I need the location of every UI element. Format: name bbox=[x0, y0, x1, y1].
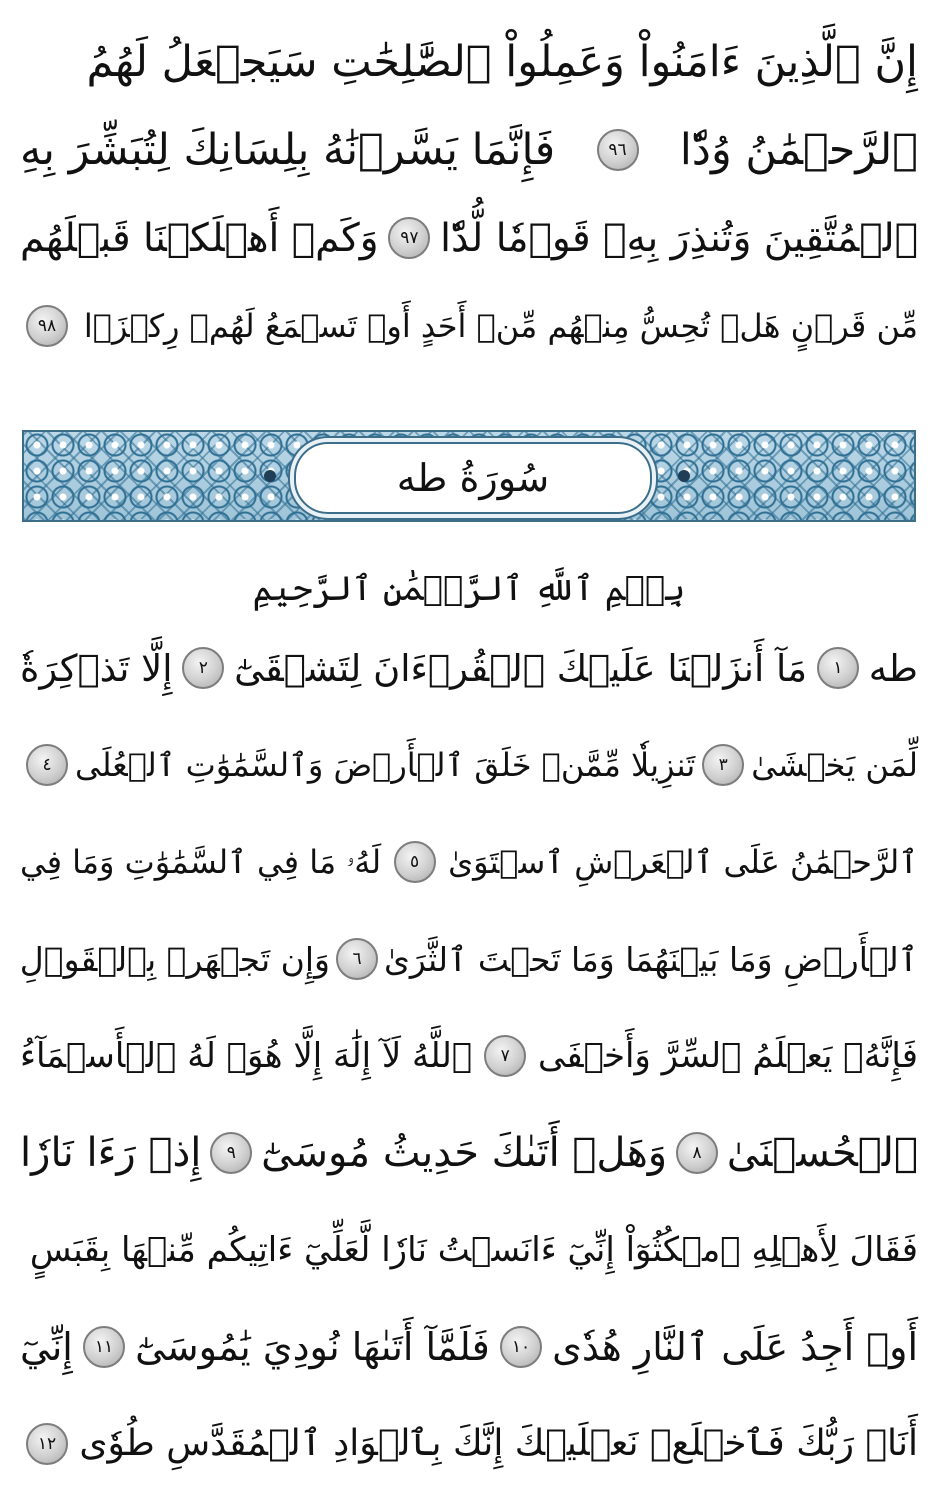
ayah-number-marker: ٥ bbox=[394, 841, 436, 883]
surah-title-cartouche bbox=[294, 442, 652, 514]
ornament-dot-left bbox=[264, 470, 276, 482]
ayah-number-marker: ١ bbox=[817, 647, 859, 689]
verse-line bbox=[20, 18, 918, 106]
verse-text: أَوۡ أَجِدُ عَلَى ٱلنَّارِ هُدٗى bbox=[552, 1325, 918, 1369]
verse-text: ٱلرَّحۡمَٰنُ عَلَى ٱلۡعَرۡشِ ٱسۡتَوَىٰ bbox=[448, 843, 918, 881]
ayah-number-marker: ٧ bbox=[484, 1035, 526, 1077]
verse-text: وَإِن تَجۡهَرۡ بِٱلۡقَوۡلِ bbox=[19, 939, 330, 979]
verse-text: ٱلۡأَرۡضِ وَمَا بَيۡنَهُمَا وَمَا تَحۡتَ ٱلثَّرَىٰ bbox=[384, 939, 918, 979]
verse-line bbox=[20, 1303, 918, 1391]
verse-text: أَنَا۠ رَبُّكَ فَٱخۡلَعۡ نَعۡلَيۡكَ إِنَّكَ بِٱلۡوَادِ ٱلۡمُقَدَّسِ طُوٗى bbox=[79, 1423, 918, 1464]
ayah-number-marker: ٩٧ bbox=[388, 217, 430, 259]
verse-text: فَلَمَّآ أَتَىٰهَا نُودِيَ يَٰمُوسَىٰٓ bbox=[135, 1325, 490, 1369]
verse-text: فَقَالَ لِأَهۡلِهِ ٱمۡكُثُوٓاْ إِنِّيٓ ءَانَسۡتُ نَارٗا لَّعَلِّيٓ ءَاتِيكُم مِّنۡهَا بِقَبَسٍ bbox=[29, 1230, 918, 1270]
ayah-number-marker: ٩٦ bbox=[597, 129, 639, 171]
ayah-number-marker: ٩ bbox=[210, 1132, 252, 1174]
ayah-number-marker: ١٢ bbox=[26, 1423, 68, 1465]
verse-text: تَنزِيلٗا مِّمَّنۡ خَلَقَ ٱلۡأَرۡضَ وَٱلسَّمَٰوَٰتِ ٱلۡعُلَى bbox=[75, 746, 696, 784]
verse-text: وَكَمۡ أَهۡلَكۡنَا قَبۡلَهُم bbox=[20, 215, 379, 261]
verse-line bbox=[20, 818, 918, 906]
verse-text: لِّمَن يَخۡشَىٰ bbox=[751, 746, 918, 784]
ayah-number-marker: ٦ bbox=[336, 938, 378, 980]
verse-text: وَهَلۡ أَتَىٰكَ حَدِيثُ مُوسَىٰٓ bbox=[261, 1130, 668, 1176]
verse-text: ٱلرَّحۡمَٰنُ وُدّٗا bbox=[679, 124, 918, 175]
ayah-number-marker: ٢ bbox=[182, 647, 224, 689]
verse-line bbox=[20, 915, 918, 1003]
verse-line bbox=[20, 194, 918, 282]
verse-line bbox=[20, 106, 918, 194]
verse-line bbox=[20, 1012, 918, 1100]
verse-text: ٱلۡحُسۡنَىٰ bbox=[726, 1130, 918, 1176]
verse-text: إِنِّيٓ bbox=[20, 1325, 73, 1369]
verse-line bbox=[20, 1109, 918, 1197]
ayah-number-marker: ٣ bbox=[702, 744, 744, 786]
ayah-number-marker: ٨ bbox=[676, 1132, 718, 1174]
verse-text: طه bbox=[868, 646, 918, 690]
verse-line bbox=[20, 282, 918, 370]
verse-text: إِنَّ ٱلَّذِينَ ءَامَنُواْ وَعَمِلُواْ ٱلصَّٰلِحَٰتِ سَيَجۡعَلُ لَهُمُ bbox=[86, 36, 918, 87]
ayah-number-marker: ١٠ bbox=[500, 1326, 542, 1368]
verse-text: ٱلۡمُتَّقِينَ وَتُنذِرَ بِهِۦ قَوۡمٗا لُّدّٗا bbox=[440, 215, 918, 261]
verse-text: إِلَّا تَذۡكِرَةٗ bbox=[20, 646, 173, 690]
verse-line bbox=[20, 1400, 918, 1488]
surah-title: سُورَةُ طه bbox=[396, 456, 550, 500]
verse-text: إِذۡ رَءَا نَارٗا bbox=[20, 1130, 202, 1176]
verse-text: ٱللَّهُ لَآ إِلَٰهَ إِلَّا هُوَۖ لَهُ ٱلۡأَسۡمَآءُ bbox=[20, 1036, 473, 1076]
basmala: بِسۡمِ ٱللَّهِ ٱلرَّحۡمَٰنِ ٱلرَّحِيمِ bbox=[252, 569, 686, 609]
ornament-dot-right bbox=[678, 470, 690, 482]
verse-line bbox=[20, 1206, 918, 1294]
verse-text: لَهُۥ مَا فِي ٱلسَّمَٰوَٰتِ وَمَا فِي bbox=[20, 843, 382, 881]
ayah-number-marker: ٤ bbox=[26, 744, 68, 786]
verse-text: فَإِنَّمَا يَسَّرۡنَٰهُ بِلِسَانِكَ لِتُبَشِّرَ بِهِ bbox=[20, 124, 556, 175]
ayah-number-marker: ١١ bbox=[83, 1326, 125, 1368]
verse-text: مِّن قَرۡنٍ هَلۡ تُحِسُّ مِنۡهُم مِّنۡ أَحَدٍ أَوۡ تَسۡمَعُ لَهُمۡ رِكۡزَۢا bbox=[83, 307, 918, 345]
verse-line bbox=[20, 624, 918, 712]
surah-header-banner bbox=[22, 430, 916, 522]
verse-text: فَإِنَّهُۥ يَعۡلَمُ ٱلسِّرَّ وَأَخۡفَى bbox=[538, 1036, 918, 1076]
verse-line bbox=[20, 721, 918, 809]
verse-text: مَآ أَنزَلۡنَا عَلَيۡكَ ٱلۡقُرۡءَانَ لِتَشۡقَىٰٓ bbox=[234, 646, 808, 690]
ayah-number-marker: ٩٨ bbox=[26, 305, 68, 347]
